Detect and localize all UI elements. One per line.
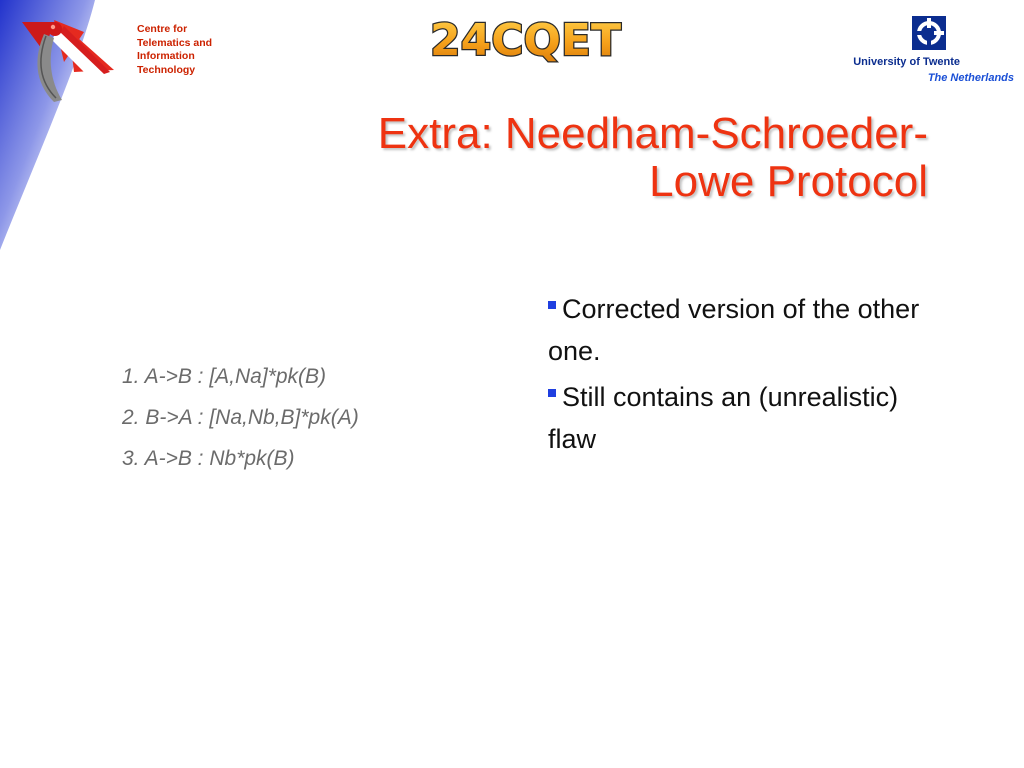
slide-title-line-1: Extra: Needham-Schroeder- bbox=[377, 109, 928, 158]
protocol-step: 1. A->B : [A,Na]*pk(B) bbox=[122, 365, 327, 388]
slide-title bbox=[148, 110, 928, 206]
university-logo-icon bbox=[912, 16, 946, 50]
bullet-list bbox=[548, 288, 948, 464]
institute-name-line: Centre for bbox=[137, 23, 188, 35]
institute-name-line: Information bbox=[137, 50, 195, 62]
bullet-text: Still contains an (unrealistic) flaw bbox=[548, 382, 899, 454]
institute-name-line: Telematics and bbox=[137, 36, 213, 49]
university-country: The Netherlands bbox=[927, 72, 1014, 84]
bullet-square-icon bbox=[548, 389, 556, 397]
protocol-step: 2. B->A : [Na,Nb,B]*pk(A) bbox=[122, 406, 359, 429]
institute-name bbox=[137, 23, 212, 77]
conference-logo-text: 24CQET bbox=[430, 15, 621, 66]
ctit-logo-icon bbox=[14, 12, 126, 112]
bullet-square-icon bbox=[548, 301, 556, 309]
university-name: University of Twente bbox=[853, 56, 960, 68]
bullet-item bbox=[548, 376, 948, 460]
conference-logo bbox=[428, 14, 662, 72]
protocol-step: 3. A->B : Nb*pk(B) bbox=[122, 447, 295, 470]
bullet-item bbox=[548, 288, 948, 372]
bullet-text: Corrected version of the other one. bbox=[548, 294, 920, 366]
institute-name-line: Technology bbox=[137, 63, 196, 76]
slide-title-line-2: Lowe Protocol bbox=[649, 157, 928, 206]
protocol-steps bbox=[122, 356, 359, 479]
